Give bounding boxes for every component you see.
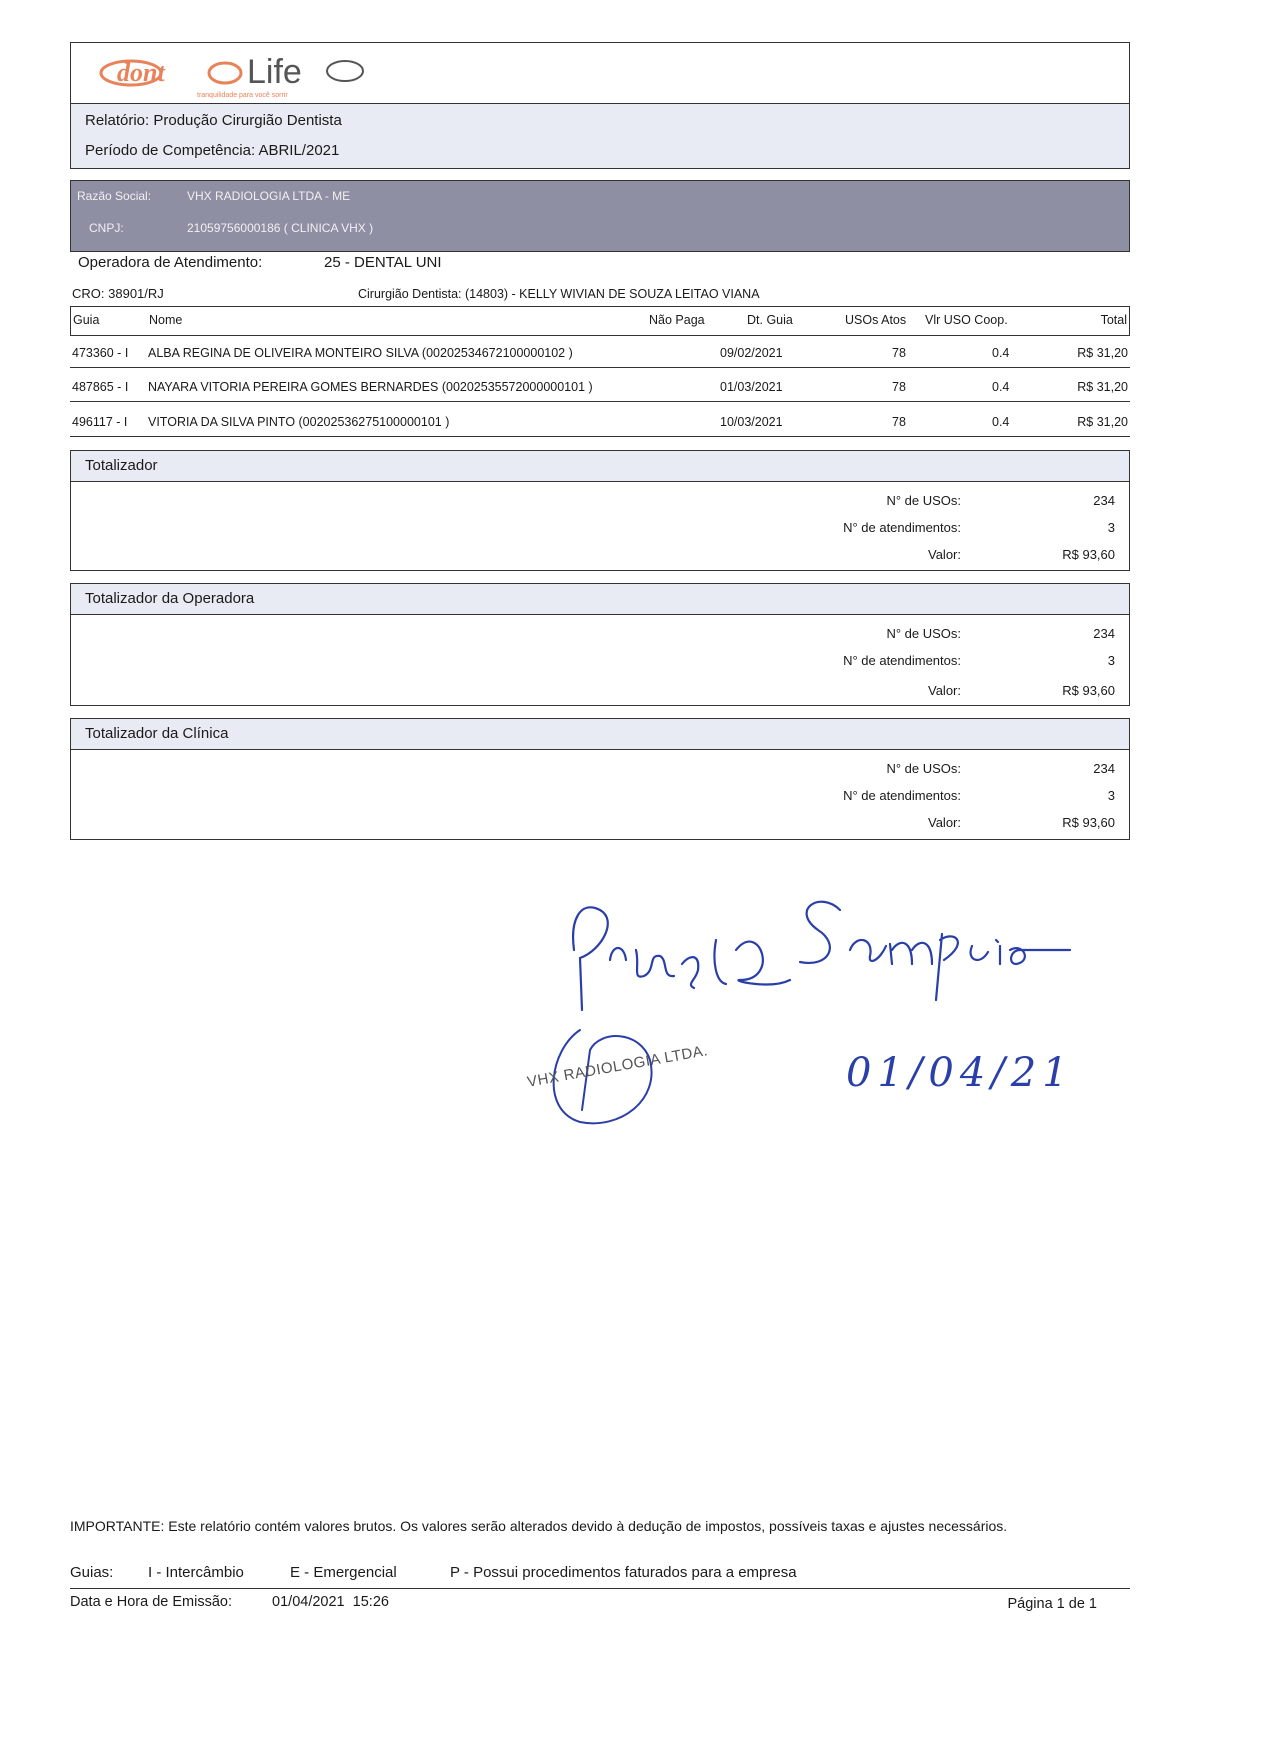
- totalizador-title: Totalizador: [85, 457, 158, 474]
- valor-label: Valor:: [928, 547, 961, 562]
- col-usos: USOs Atos: [845, 313, 907, 327]
- row-vlr-uso: 0.4: [992, 380, 1010, 394]
- row-dt-guia: 01/03/2021: [720, 380, 783, 394]
- usos-label: N° de USOs:: [886, 493, 961, 508]
- company-info: [70, 180, 1130, 252]
- header-logo-row: [70, 42, 1130, 104]
- table-row: [70, 338, 1130, 368]
- row-nome: ALBA REGINA DE OLIVEIRA MONTEIRO SILVA (00202534672100000102 ): [148, 346, 573, 360]
- atendimentos-value: 3: [1107, 788, 1115, 803]
- odontolife-logo-graphic: [97, 51, 397, 101]
- report-type-line: [85, 112, 342, 129]
- razao-social-label: Razão Social:: [77, 189, 152, 203]
- usos-value: 234: [1093, 761, 1115, 776]
- handwritten-signature: [540, 880, 1100, 1140]
- report-period-label: Período de Competência:: [85, 142, 256, 159]
- page-number: Página 1 de 1: [1007, 1596, 1097, 1612]
- operadora-value: 25 - DENTAL UNI: [324, 254, 442, 271]
- guias-legend-p: P - Possui procedimentos faturados para a empresa: [450, 1564, 797, 1581]
- row-vlr-uso: 0.4: [992, 415, 1010, 429]
- cro-label: CRO:: [72, 286, 105, 301]
- totalizador-operadora-body: [70, 614, 1130, 706]
- atendimentos-value: 3: [1107, 520, 1115, 535]
- usos-value: 234: [1093, 493, 1115, 508]
- row-usos: 78: [892, 346, 906, 360]
- row-total: R$ 31,20: [1077, 380, 1128, 394]
- row-total: R$ 31,20: [1077, 346, 1128, 360]
- cro-value: 38901/RJ: [108, 286, 164, 301]
- row-usos: 78: [892, 415, 906, 429]
- svg-text:tranquilidade para você sorrir: tranquilidade para você sorrir: [197, 92, 288, 99]
- cnpj-value: 21059756000186 ( CLINICA VHX ): [187, 221, 374, 235]
- company-stamp: VHX RADIOLOGIA LTDA.: [525, 1042, 710, 1091]
- guias-legend-e: E - Emergencial: [290, 1564, 397, 1581]
- report-info: [70, 103, 1130, 169]
- col-total: Total: [1100, 313, 1127, 327]
- col-nao-paga: Não Paga: [649, 313, 705, 327]
- totalizador-operadora-title-bar: [70, 583, 1130, 615]
- usos-label: N° de USOs:: [886, 761, 961, 776]
- report-period-value: ABRIL/2021: [258, 142, 340, 159]
- table-row: [70, 372, 1130, 402]
- emissao-label: Data e Hora de Emissão:: [70, 1594, 232, 1610]
- valor-value: R$ 93,60: [1062, 683, 1115, 698]
- razao-social-value: VHX RADIOLOGIA LTDA - ME: [187, 189, 351, 203]
- table-row: [70, 407, 1130, 437]
- valor-label: Valor:: [928, 683, 961, 698]
- valor-value: R$ 93,60: [1062, 547, 1115, 562]
- col-guia: Guia: [73, 313, 100, 327]
- totalizador-clinica-body: [70, 749, 1130, 840]
- totalizador-body: [70, 481, 1130, 571]
- report-type-label: Relatório:: [85, 112, 150, 129]
- usos-label: N° de USOs:: [886, 626, 961, 641]
- valor-label: Valor:: [928, 815, 961, 830]
- svg-text:dont: dont: [117, 58, 165, 87]
- guias-legend-i: I - Intercâmbio: [148, 1564, 244, 1581]
- row-nome: VITORIA DA SILVA PINTO (00202536275100000101 ): [148, 415, 450, 429]
- row-total: R$ 31,20: [1077, 415, 1128, 429]
- totalizador-title-bar: [70, 450, 1130, 482]
- guias-label: Guias:: [70, 1564, 114, 1581]
- row-guia: 473360 - I: [72, 346, 129, 360]
- table-header: [70, 306, 1130, 336]
- row-vlr-uso: 0.4: [992, 346, 1010, 360]
- signature-date: 01/04/21: [846, 1050, 1074, 1096]
- signature-block: [525, 880, 1100, 1145]
- atendimentos-label: N° de atendimentos:: [843, 520, 961, 535]
- footer-divider: [70, 1588, 1130, 1589]
- usos-value: 234: [1093, 626, 1115, 641]
- cro-line: [72, 286, 164, 301]
- emissao-line: [70, 1594, 389, 1610]
- col-nome: Nome: [149, 313, 183, 327]
- row-guia: 496117 - I: [72, 415, 128, 429]
- totalizador-clinica-title-bar: [70, 718, 1130, 750]
- col-vlr-uso: Vlr USO Coop.: [925, 313, 1008, 327]
- emissao-value: 01/04/2021 15:26: [272, 1594, 389, 1610]
- atendimentos-label: N° de atendimentos:: [843, 653, 961, 668]
- col-dt-guia: Dt. Guia: [747, 313, 793, 327]
- report-type-value: Produção Cirurgião Dentista: [153, 112, 342, 129]
- row-guia: 487865 - I: [72, 380, 129, 394]
- atendimentos-value: 3: [1107, 653, 1115, 668]
- row-nome: NAYARA VITORIA PEREIRA GOMES BERNARDES (00202535572000000101 ): [148, 380, 593, 394]
- svg-text:Life: Life: [247, 53, 302, 91]
- cnpj-label: CNPJ:: [89, 221, 124, 235]
- footer-importante-note: IMPORTANTE: Este relatório contém valores brutos. Os valores serão alterados devido à dedução de impostos, possíveis taxas e ajustes necessários.: [70, 1518, 1008, 1534]
- operadora-line: [78, 254, 442, 271]
- row-dt-guia: 09/02/2021: [720, 346, 783, 360]
- valor-value: R$ 93,60: [1062, 815, 1115, 830]
- dentist-name: Cirurgião Dentista: (14803) - KELLY WIVIAN DE SOUZA LEITAO VIANA: [358, 287, 760, 301]
- totalizador-operadora-title: Totalizador da Operadora: [85, 590, 255, 607]
- totalizador-clinica-title: Totalizador da Clínica: [85, 725, 229, 742]
- report-period-line: [85, 142, 339, 159]
- row-usos: 78: [892, 380, 906, 394]
- odontolife-logo: [97, 51, 397, 106]
- atendimentos-label: N° de atendimentos:: [843, 788, 961, 803]
- row-dt-guia: 10/03/2021: [720, 415, 783, 429]
- operadora-label: Operadora de Atendimento:: [78, 254, 263, 271]
